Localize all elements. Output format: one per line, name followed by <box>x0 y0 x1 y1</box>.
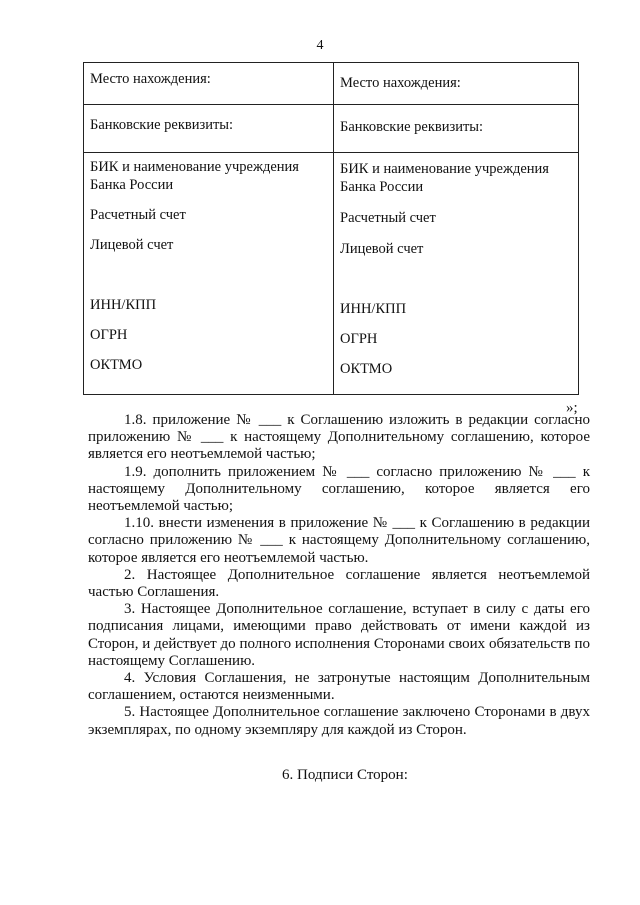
left-personal-account: Лицевой счет <box>90 237 174 253</box>
right-bank-label: Банковские реквизиты: <box>340 119 484 135</box>
left-bik-line2: Банка России <box>90 177 174 193</box>
right-bank-cell <box>334 105 579 153</box>
right-location-cell <box>334 63 579 105</box>
right-bik-line2: Банка России <box>340 179 424 195</box>
signatures-heading: 6. Подписи Сторон: <box>282 767 408 783</box>
body-text <box>88 412 590 739</box>
right-personal-account: Лицевой счет <box>340 241 424 257</box>
left-bank-label: Банковские реквизиты: <box>90 117 234 133</box>
right-oktmo: ОКТМО <box>340 361 393 377</box>
left-oktmo: ОКТМО <box>90 357 143 373</box>
paragraph-5: 5. Настоящее Дополнительное соглашение заключено Сторонами в двух экземплярах, по одному экземпляру для каждой из Сторон. <box>88 704 590 738</box>
left-bank-cell <box>84 105 334 153</box>
right-inn-kpp: ИНН/КПП <box>340 301 407 317</box>
page-number: 4 <box>316 38 324 53</box>
paragraph-3: 3. Настоящее Дополнительное соглашение, вступает в силу с даты его подписания лицами, имеющими право действовать от имени каждой из Сторон, и действует до полного исполнения Сторонами своих обязательств по настоящему Соглашению. <box>88 601 590 669</box>
closing-quote: »; <box>566 400 578 416</box>
left-details-cell <box>84 153 334 395</box>
left-inn-kpp: ИНН/КПП <box>90 297 157 313</box>
right-details-cell <box>334 153 579 395</box>
right-bik-line1: БИК и наименование учреждения <box>340 161 549 177</box>
paragraph-2: 2. Настоящее Дополнительное соглашение является неотъемлемой частью Соглашения. <box>88 566 590 601</box>
left-ogrn: ОГРН <box>90 327 128 343</box>
right-settlement-account: Расчетный счет <box>340 210 436 226</box>
paragraph-1-9: 1.9. дополнить приложением № ___ согласно приложению № ___ к настоящему Дополнительному соглашению, которое является его неотъемлемой частью; <box>88 463 590 515</box>
left-bik-line1: БИК и наименование учреждения <box>90 159 299 175</box>
paragraph-1-10: 1.10. внести изменения в приложение № ___ к Соглашению в редакции согласно приложению № ___ к настоящему Дополнительному соглашению, которое является его неотъемлемой частью. <box>88 515 590 566</box>
paragraph-1-8: 1.8. приложение № ___ к Соглашению изложить в редакции согласно приложению № ___ к настоящему Дополнительному соглашению, которое является его неотъемлемой частью; <box>88 412 590 463</box>
right-ogrn: ОГРН <box>340 331 378 347</box>
left-location-label: Место нахождения: <box>90 71 211 87</box>
left-settlement-account: Расчетный счет <box>90 207 186 223</box>
requisites-table <box>83 62 579 395</box>
paragraph-4: 4. Условия Соглашения, не затронутые настоящим Дополнительным соглашением, остаются неизменными. <box>88 670 590 704</box>
left-location-cell <box>84 63 334 105</box>
right-location-label: Место нахождения: <box>340 75 461 91</box>
